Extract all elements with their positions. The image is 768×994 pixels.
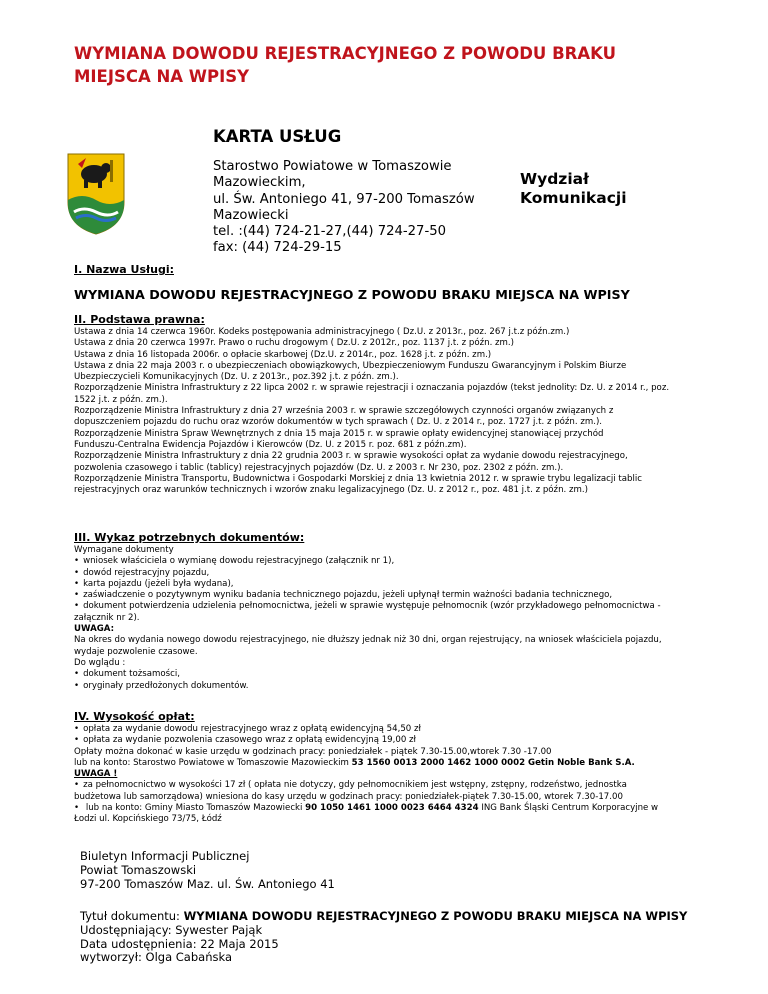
legal-basis-list [74, 327, 694, 496]
legal-basis-line: Ustawa z dnia 16 listopada 2006r. o opłacie skarbowej (Dz.U. z 2014r., poz. 1628 j.t. z późn. zm.) [74, 349, 492, 360]
legal-basis-line: Rozporządzenie Ministra Spraw Wewnętrznych z dnia 15 maja 2015 r. w sprawie opłaty ewidencyjnej stanowiącej przychód [74, 428, 604, 439]
office-line: Starostwo Powiatowe w Tomaszowie [213, 159, 452, 174]
section-1-heading: I. Nazwa Usługi: [74, 263, 174, 276]
legal-basis-line: Rozporządzenie Ministra Infrastruktury z 22 lipca 2002 r. w sprawie rejestracji i oznaczania pojazdów (tekst jednolity: Dz. U. z 2014 r., poz. [74, 383, 670, 394]
proxy-fee-text: budżetowa lub samorządowa) wniesiona do kasy urzędu w godzinach pracy: poniedziałek-piątek 7.30-15.00, wtorek 7.30-17.00 [74, 791, 623, 802]
account-label: lub na konto: Starostwo Powiatowe w Tomaszowie Mazowieckim [74, 757, 352, 768]
documents-list [74, 545, 694, 692]
document-item: • dowód rejestracyjny pojazdu, [74, 568, 694, 579]
documents-intro: Wymagane dokumenty [74, 545, 174, 555]
fee-item: • opłata za wydanie dowodu rejestracyjnego wraz z opłatą ewidencyjną 54,50 zł [74, 724, 694, 735]
legal-basis-line: 1522 j.t. z późn. zm.). [74, 394, 168, 405]
document-item: • wniosek właściciela o wymianę dowodu rejestracyjnego (załącznik nr 1), [74, 556, 694, 567]
inspection-item: • dokument tożsamości, [74, 669, 694, 680]
footer-shared-by: Udostępniający: Sywester Pająk [80, 922, 263, 937]
title-line-2: MIEJSCA NA WPISY [74, 67, 250, 86]
note-label: UWAGA: [74, 624, 115, 635]
footer-county: Powiat Tomaszowski [80, 862, 197, 877]
legal-basis-line: Ustawa z dnia 22 maja 2003 r. o ubezpieczeniach obowiązkowych, Ubezpieczeniowym Funduszu Gwarancyjnym i Polskim Biurze [74, 360, 627, 371]
title-line-1: WYMIANA DOWODU REJESTRACYJNEGO Z POWODU BRAKU [74, 44, 617, 63]
footer-doc-title [80, 910, 720, 924]
proxy-account-number: 90 1050 1461 1000 0023 6464 4324 [305, 803, 479, 814]
document-item: • karta pojazdu (jeżeli była wydana), [74, 579, 694, 590]
office-line: Mazowiecki [213, 207, 289, 223]
office-phone: tel. :(44) 724-21-27,(44) 724-27-50 [213, 224, 446, 240]
legal-basis-line: pozwolenia czasowego i tablic (tablicy) rejestracyjnych pojazdów (Dz. U. z 2003 r. Nr 230, poz. 2302 z późn. zm.). [74, 462, 564, 473]
legal-basis-line: Funduszu-Centralna Ewidencja Pojazdów i Kierowców (Dz. U. z 2015 r. poz. 681 z późn.zm). [74, 439, 467, 450]
section-3-heading: III. Wykaz potrzebnych dokumentów: [74, 531, 305, 544]
service-name: WYMIANA DOWODU REJESTRACYJNEGO Z POWODU BRAKU MIEJSCA NA WPISY [74, 287, 630, 302]
document-footer [80, 850, 720, 965]
fees-list [74, 724, 694, 826]
legal-basis-line: dopuszczeniem pojazdu do ruchu oraz wzorów dokumentów w tych sprawach ( Dz. U. z 2014 r., poz. 1727 j.t. z późn. zm.). [74, 417, 603, 428]
doc-title-label: Tytuł dokumentu: [80, 908, 184, 923]
doc-title-value: WYMIANA DOWODU REJESTRACYJNEGO Z POWODU BRAKU MIEJSCA NA WPISY [183, 908, 688, 923]
legal-basis-line: rejestracyjnych oraz warunków technicznych i wzorów znaku legalizacyjnego (Dz. U. z 2012 r., poz. 481 j.t. z późn. zm.) [74, 485, 588, 496]
coat-of-arms-icon [66, 152, 126, 236]
fee-item: • opłata za wydanie pozwolenia czasowego wraz z opłatą ewidencyjną 19,00 zł [74, 735, 694, 746]
department-line: Komunikacji [520, 189, 627, 207]
office-fax: fax: (44) 724-29-15 [213, 240, 342, 256]
section-4-heading: IV. Wysokość opłat: [74, 710, 195, 723]
inspection-item: • oryginały przedłożonych dokumentów. [74, 681, 694, 692]
office-line: ul. Św. Antoniego 41, 97-200 Tomaszów [213, 191, 475, 207]
footer-bip: Biuletyn Informacji Publicznej [80, 849, 250, 863]
account-number: 53 1560 0013 2000 1462 1000 0002 Getin Noble Bank S.A. [351, 757, 635, 768]
proxy-account-label: lub na konto: Gminy Miasto Tomaszów Mazowiecki [85, 803, 306, 814]
section-2-heading: II. Podstawa prawna: [74, 313, 205, 326]
footer-author: wytworzył: Olga Cabańska [80, 950, 232, 965]
proxy-fee-text: • za pełnomocnictwo w wysokości 17 zł ( opłata nie dotyczy, gdy pełnomocnikiem jest wstępny, zstępny, rodzeństwo, jednostka [74, 780, 694, 791]
note-text: wydaje pozwolenie czasowe. [74, 646, 198, 657]
payment-account [74, 758, 694, 769]
karta-heading: KARTA USŁUG [213, 127, 342, 146]
proxy-fee-account [74, 803, 694, 814]
footer-date: Data udostępnienia: 22 Maja 2015 [80, 936, 279, 951]
proxy-bank-address: Łodzi ul. Kopcińskiego 73/75, Łódź [74, 814, 222, 825]
document-title [74, 42, 674, 88]
warning-label: UWAGA ! [74, 769, 118, 780]
legal-basis-line: Ubezpieczycieli Komunikacyjnych (Dz. U. z 2013r., poz.392 j.t. z późn. zm.). [74, 372, 399, 383]
legal-basis-line: Rozporządzenie Ministra Infrastruktury z dnia 22 grudnia 2003 r. w sprawie wysokości opłat za wydanie dowodu rejestracyjnego, [74, 451, 628, 462]
legal-basis-line: Ustawa z dnia 20 czerwca 1997r. Prawo o ruchu drogowym ( Dz.U. z 2012r., poz. 1137 j.t. z późn. zm.) [74, 338, 515, 349]
legal-basis-line: Rozporządzenie Ministra Infrastruktury z dnia 27 września 2003 r. w sprawie szczegółowych czynności organów związanych z [74, 406, 614, 417]
document-item-continuation: załącznik nr 2). [74, 612, 140, 623]
inspection-label: Do wglądu : [74, 657, 126, 668]
payment-hours: Opłaty można dokonać w kasie urzędu w godzinach pracy: poniedziałek - piątek 7.30-15.00,wtorek 7.30 -17.00 [74, 746, 552, 757]
office-line: Mazowieckim, [213, 175, 306, 191]
department-name [520, 170, 627, 208]
document-item: • dokument potwierdzenia udzielenia pełnomocnictwa, jeżeli w sprawie występuje pełnomocnik (wzór przykładowego pełnomocnictwa - [74, 601, 694, 612]
legal-basis-line: Rozporządzenie Ministra Transportu, Budownictwa i Gospodarki Morskiej z dnia 13 kwietnia 2012 r. w sprawie trybu legalizacji tablic [74, 473, 643, 484]
office-address [213, 159, 483, 257]
footer-address: 97-200 Tomaszów Maz. ul. Św. Antoniego 41 [80, 876, 335, 891]
department-line: Wydział [520, 170, 589, 188]
proxy-bank-name: ING Bank Śląski Centrum Korporacyjne w [478, 803, 659, 814]
note-text: Na okres do wydania nowego dowodu rejestracyjnego, nie dłuższy jednak niż 30 dni, organ rejestrujący, na wniosek właściciela pojazdu, [74, 635, 662, 646]
document-item: • zaświadczenie o pozytywnym wyniku badania technicznego pojazdu, jeżeli upłynął termin ważności badania technicznego, [74, 590, 694, 601]
legal-basis-line: Ustawa z dnia 14 czerwca 1960r. Kodeks postępowania administracyjnego ( Dz.U. z 2013r., poz. 267 j.t.z późn.zm.) [74, 327, 570, 337]
